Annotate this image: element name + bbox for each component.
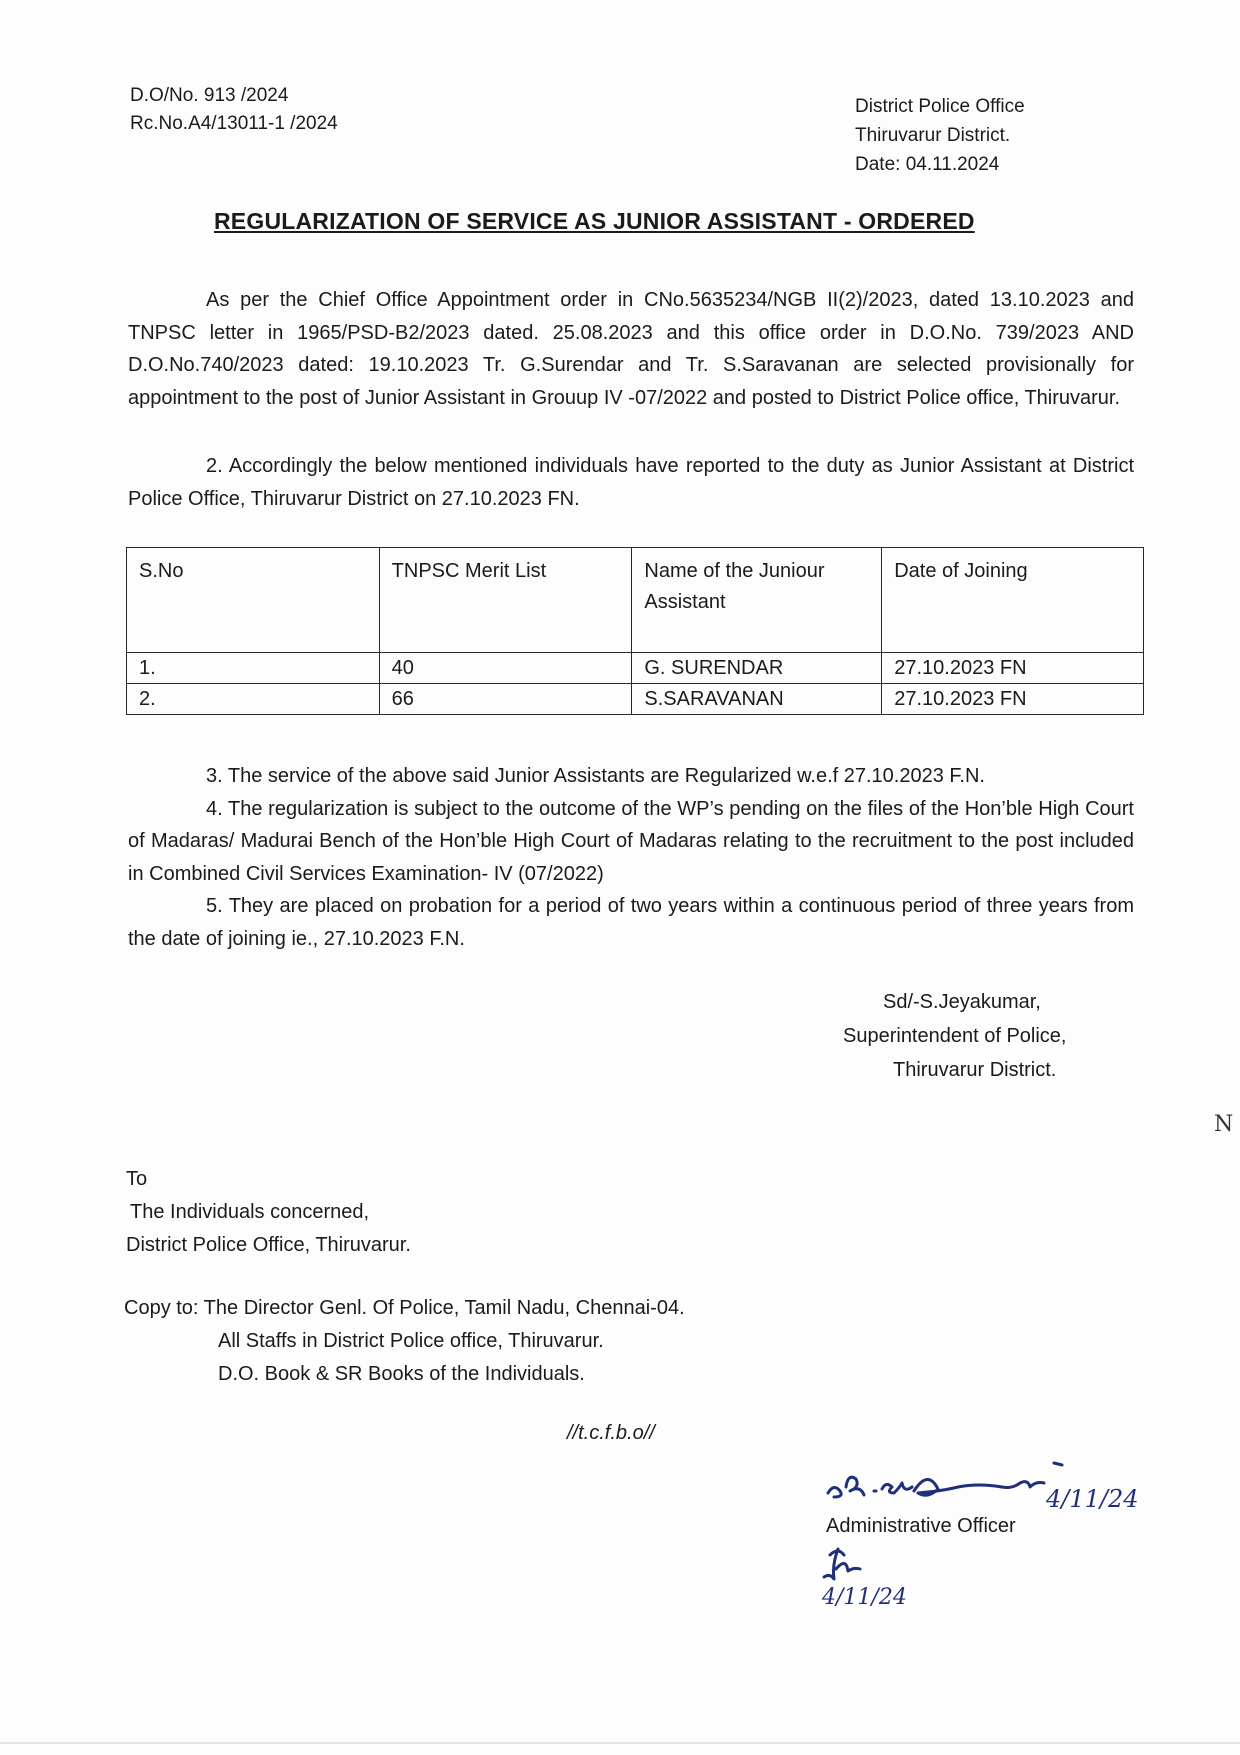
cell-merit: 40 — [379, 653, 632, 684]
cell-name: G. SURENDAR — [632, 653, 882, 684]
scan-edge-line — [0, 1742, 1240, 1744]
cell-sno: 1. — [127, 653, 380, 684]
addressee-block — [126, 1163, 411, 1262]
paragraph-4-text: 4. The regularization is subject to the outcome of the WP’s pending on the files of the Hon’ble High Court of Madaras/ Madurai Bench of the Hon’ble High Court of Madaras relating to the recruitment to the post included in Combined Civil Services Examination- IV (07/2022) — [128, 797, 1134, 885]
copy-to-line-1: Copy to: The Director Genl. Of Police, Tamil Nadu, Chennai-04. — [124, 1297, 685, 1319]
signatory-district: Thiruvarur District. — [893, 1059, 1057, 1081]
header-sno: S.No — [127, 548, 380, 653]
initials-signature-icon — [820, 1545, 880, 1585]
table-header-row — [127, 548, 1144, 653]
margin-mark: N — [1214, 1112, 1234, 1137]
office-address — [855, 92, 1025, 179]
header-name: Name of the Juniour Assistant — [632, 548, 882, 653]
do-number: D.O/No. 913 /2024 — [130, 85, 289, 106]
table-row — [127, 684, 1144, 715]
cell-date: 27.10.2023 FN — [882, 684, 1144, 715]
header-merit-list: TNPSC Merit List — [379, 548, 632, 653]
true-copy-forwarded-mark: //t.c.f.b.o// — [567, 1422, 655, 1444]
signatory-block — [843, 985, 1067, 1087]
cell-sno: 2. — [127, 684, 380, 715]
header-date-of-joining: Date of Joining — [882, 548, 1144, 653]
copy-to-block — [124, 1292, 685, 1391]
to-line-1: The Individuals concerned, — [130, 1201, 370, 1223]
order-date: Date: 04.11.2024 — [855, 154, 1000, 175]
rc-number: Rc.No.A4/13011-1 /2024 — [130, 113, 338, 134]
signatory-name: Sd/-S.Jeyakumar, — [883, 991, 1041, 1013]
to-label: To — [126, 1168, 148, 1190]
paragraphs-3-to-5 — [128, 760, 1134, 955]
paragraph-2 — [128, 450, 1134, 515]
administrative-officer-label: Administrative Officer — [826, 1515, 1016, 1537]
cell-name: S.SARAVANAN — [632, 684, 882, 715]
table-row — [127, 653, 1144, 684]
cell-merit: 66 — [379, 684, 632, 715]
copy-to-line-3: D.O. Book & SR Books of the Individuals. — [218, 1363, 585, 1385]
paragraph-1-text: As per the Chief Office Appointment order in CNo.5635234/NGB II(2)/2023, dated 13.10.2023 and TNPSC letter in 1965/PSD-B2/2023 dated. 25.08.2023 and this office order in D.O.No. 739/2023 AND D.O.No.740/2023 dated: 19.10.2023 Tr. G.Surendar and Tr. S.Saravanan are selected provisionally for appointment to the post of Junior Assistant in Grouup IV -07/2022 and posted to District Police office, Thiruvarur. — [128, 289, 1134, 409]
handwritten-date-1: 4/11/24 — [1046, 1485, 1139, 1513]
to-line-2: District Police Office, Thiruvarur. — [126, 1234, 411, 1256]
office-line-1: District Police Office — [855, 96, 1025, 117]
paragraph-5 — [128, 890, 1134, 955]
reference-numbers — [130, 82, 338, 138]
signatory-designation: Superintendent of Police, — [843, 1025, 1067, 1047]
paragraph-3 — [128, 760, 1134, 793]
copy-to-line-2: All Staffs in District Police office, Thiruvarur. — [218, 1330, 604, 1352]
office-line-2: Thiruvarur District. — [855, 125, 1011, 146]
handwritten-date-2: 4/11/24 — [822, 1585, 907, 1610]
paragraph-3-text: 3. The service of the above said Junior Assistants are Regularized w.e.f 27.10.2023 F.N. — [206, 765, 985, 787]
paragraph-2-text: 2. Accordingly the below mentioned individuals have reported to the duty as Junior Assistant at District Police Office, Thiruvarur District on 27.10.2023 FN. — [128, 455, 1134, 510]
paragraph-5-text: 5. They are placed on probation for a period of two years within a continuous period of three years from the date of joining ie., 27.10.2023 F.N. — [128, 895, 1134, 950]
document-title: REGULARIZATION OF SERVICE AS JUNIOR ASSISTANT - ORDERED — [214, 208, 975, 234]
cell-date: 27.10.2023 FN — [882, 653, 1144, 684]
appointees-table — [126, 547, 1144, 715]
paragraph-4 — [128, 793, 1134, 891]
paragraph-1 — [128, 284, 1134, 414]
